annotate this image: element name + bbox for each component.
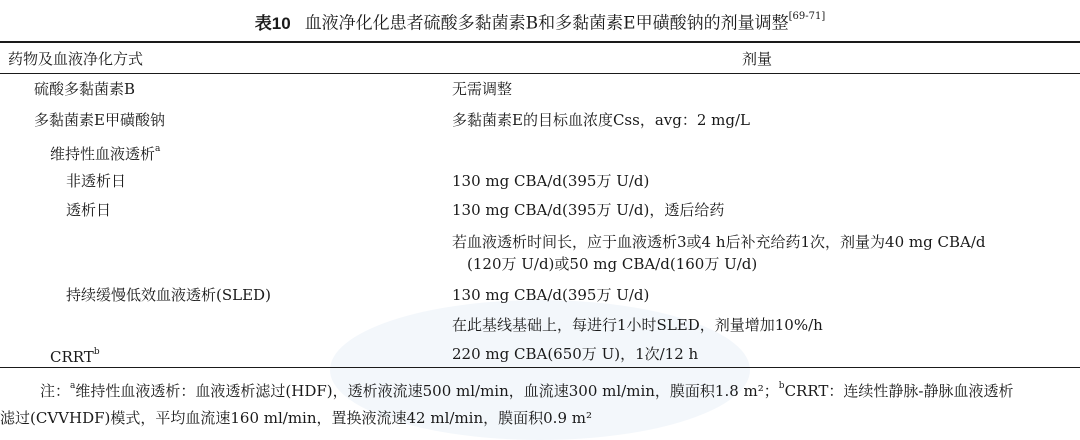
table-number: 表10	[254, 13, 291, 33]
footnote-line-2: 滤过(CVVHDF)模式，平均血流速160 ml/min，置换液流速42 ml/min，膜面积0.9 m²	[0, 409, 592, 427]
row-label: 硫酸多黏菌素B	[34, 80, 136, 98]
footnote-mark-a: a	[155, 144, 161, 154]
row-label: 透析日	[66, 201, 112, 219]
row-dose: 在此基线基础上，每进行1小时SLED，剂量增加10%/h	[452, 316, 823, 334]
row-dose: 220 mg CBA(650万 U)，1次/12 h	[452, 345, 699, 363]
row-label-text: CRRT	[50, 348, 94, 366]
row-dose: 130 mg CBA/d(395万 U/d)	[452, 286, 650, 304]
table-header	[0, 47, 1080, 71]
header-col-dose: 剂量	[741, 50, 772, 68]
row-label: 非透析日	[66, 172, 127, 190]
footnote-line-1	[0, 375, 1072, 405]
footnote-b-text-line1: CRRT：连续性静脉-静脉血液透析	[784, 382, 1014, 400]
bottom-rule	[0, 367, 1080, 368]
table-title-text: 血液净化化患者硫酸多黏菌素B和多黏菌素E甲磺酸钠的剂量调整	[304, 13, 789, 34]
header-rule	[0, 73, 1080, 74]
row-dose: 130 mg CBA/d(395万 U/d)，透后给药	[452, 201, 725, 219]
row-label: 持续缓慢低效血液透析(SLED)	[66, 286, 271, 304]
footnote-a-mark: a	[70, 381, 76, 391]
row-label-text: 维持性血液透析	[50, 145, 156, 163]
row-dose: 无需调整	[452, 80, 513, 98]
top-rule	[0, 41, 1080, 43]
footnote-a-text: 维持性血液透析：血液透析滤过(HDF)，透析液流速500 ml/min，血流速300 ml/min，膜面积1.8 m²；	[75, 382, 779, 400]
row-dose	[452, 231, 1072, 275]
row-label	[50, 343, 100, 368]
row-label: 多黏菌素E甲磺酸钠	[34, 111, 165, 129]
table-title	[0, 8, 1080, 36]
footnote-prefix: 注：	[40, 382, 71, 400]
row-dose-line1: 若血液透析时间长，应于血液透析3或4 h后补充给药1次，剂量为40 mg CBA/d	[452, 233, 986, 251]
row-dose: 多黏菌素E的目标血浓度Css，avg：2 mg/L	[452, 111, 750, 129]
footnote-mark-b: b	[93, 347, 100, 357]
header-col-drug-method: 药物及血液净化方式	[8, 50, 144, 68]
footnote-b-mark: b	[778, 381, 785, 391]
row-dose-line2: (120万 U/d)或50 mg CBA/d(160万 U/d)	[467, 255, 758, 273]
table-footnote	[0, 375, 1072, 432]
table-title-reference: [69-71]	[788, 11, 826, 22]
row-dose: 130 mg CBA/d(395万 U/d)	[452, 172, 650, 190]
row-label	[50, 140, 160, 165]
